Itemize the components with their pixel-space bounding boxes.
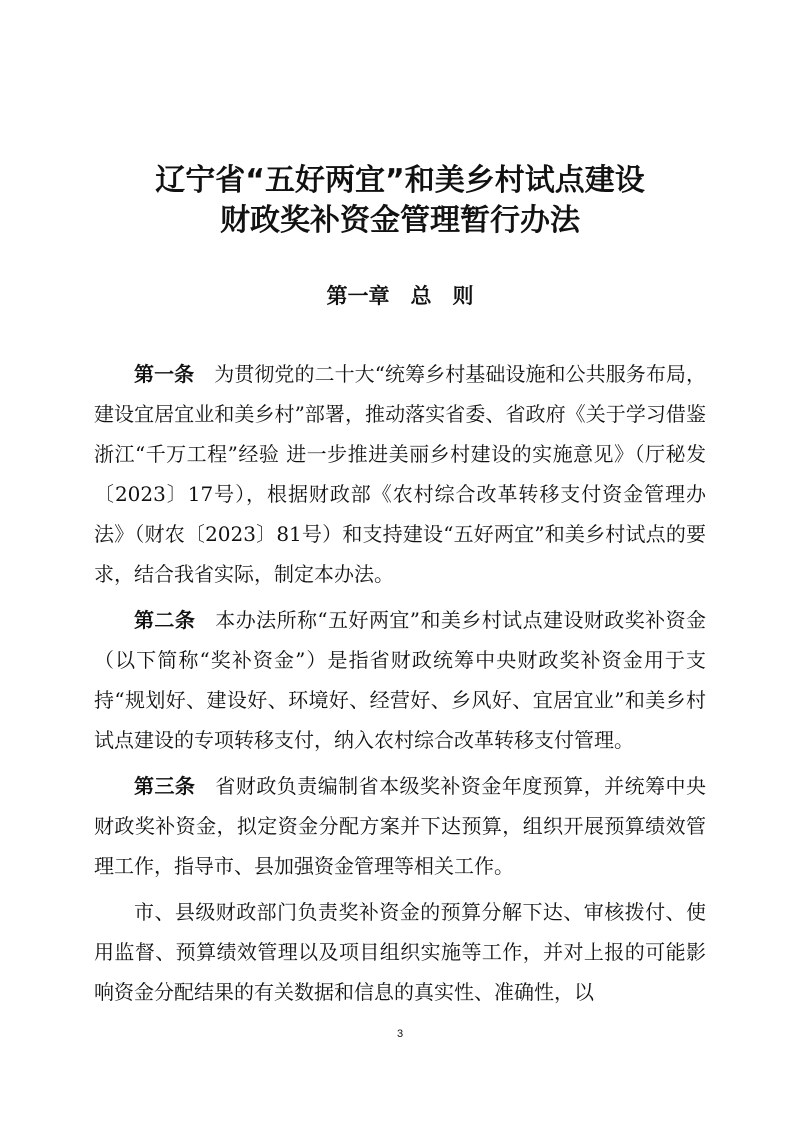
article-label: 第一条	[134, 362, 195, 386]
article-text: 为贯彻党的二十大“统筹乡村基础设施和公共服务布局，建设宜居宜业和美乡村”部署，推动落实省委、省政府《关于学习借鉴浙江“千万工程”经验 进一步推进美丽乡村建设的实施意见》（厅秘发〔2023〕17号），根据财政部《农村综合改革转移支付资金管理办法》（财农〔2023〕81号）和支持建设“五好两宜”和美乡村试点的要求，结合我省实际，制定本办法。	[94, 362, 706, 586]
article-label: 第二条	[134, 608, 196, 632]
article-3	[94, 766, 706, 886]
article-2	[94, 600, 706, 760]
page-number: 3	[396, 1028, 404, 1040]
article-label: 第三条	[134, 774, 196, 798]
article-1	[94, 354, 706, 594]
article-3-continued	[94, 892, 706, 1012]
chapter-heading: 第一章 总 则	[326, 284, 474, 308]
article-text: 省财政负责编制省本级奖补资金年度预算，并统筹中央财政奖补资金，拟定资金分配方案并下达预算，组织开展预算绩效管理工作，指导市、县加强资金管理等相关工作。	[94, 774, 707, 878]
paragraph-text: 市、县级财政部门负责奖补资金的预算分解下达、审核拨付、使用监督、预算绩效管理以及项目组织实施等工作，并对上报的可能影响资金分配结果的有关数据和信息的真实性、准确性，以	[94, 900, 706, 1004]
document-body	[94, 354, 706, 1018]
document-title-line-1: 辽宁省“五好两宜”和美乡村试点建设	[155, 163, 645, 198]
article-text: 本办法所称“五好两宜”和美乡村试点建设财政奖补资金（以下简称“奖补资金”）是指省财政统筹中央财政奖补资金用于支持“规划好、建设好、环境好、经营好、乡风好、宜居宜业”和美乡村试点建设的专项转移支付，纳入农村综合改革转移支付管理。	[94, 608, 707, 752]
document-title-line-2: 财政奖补资金管理暂行办法	[220, 203, 580, 238]
